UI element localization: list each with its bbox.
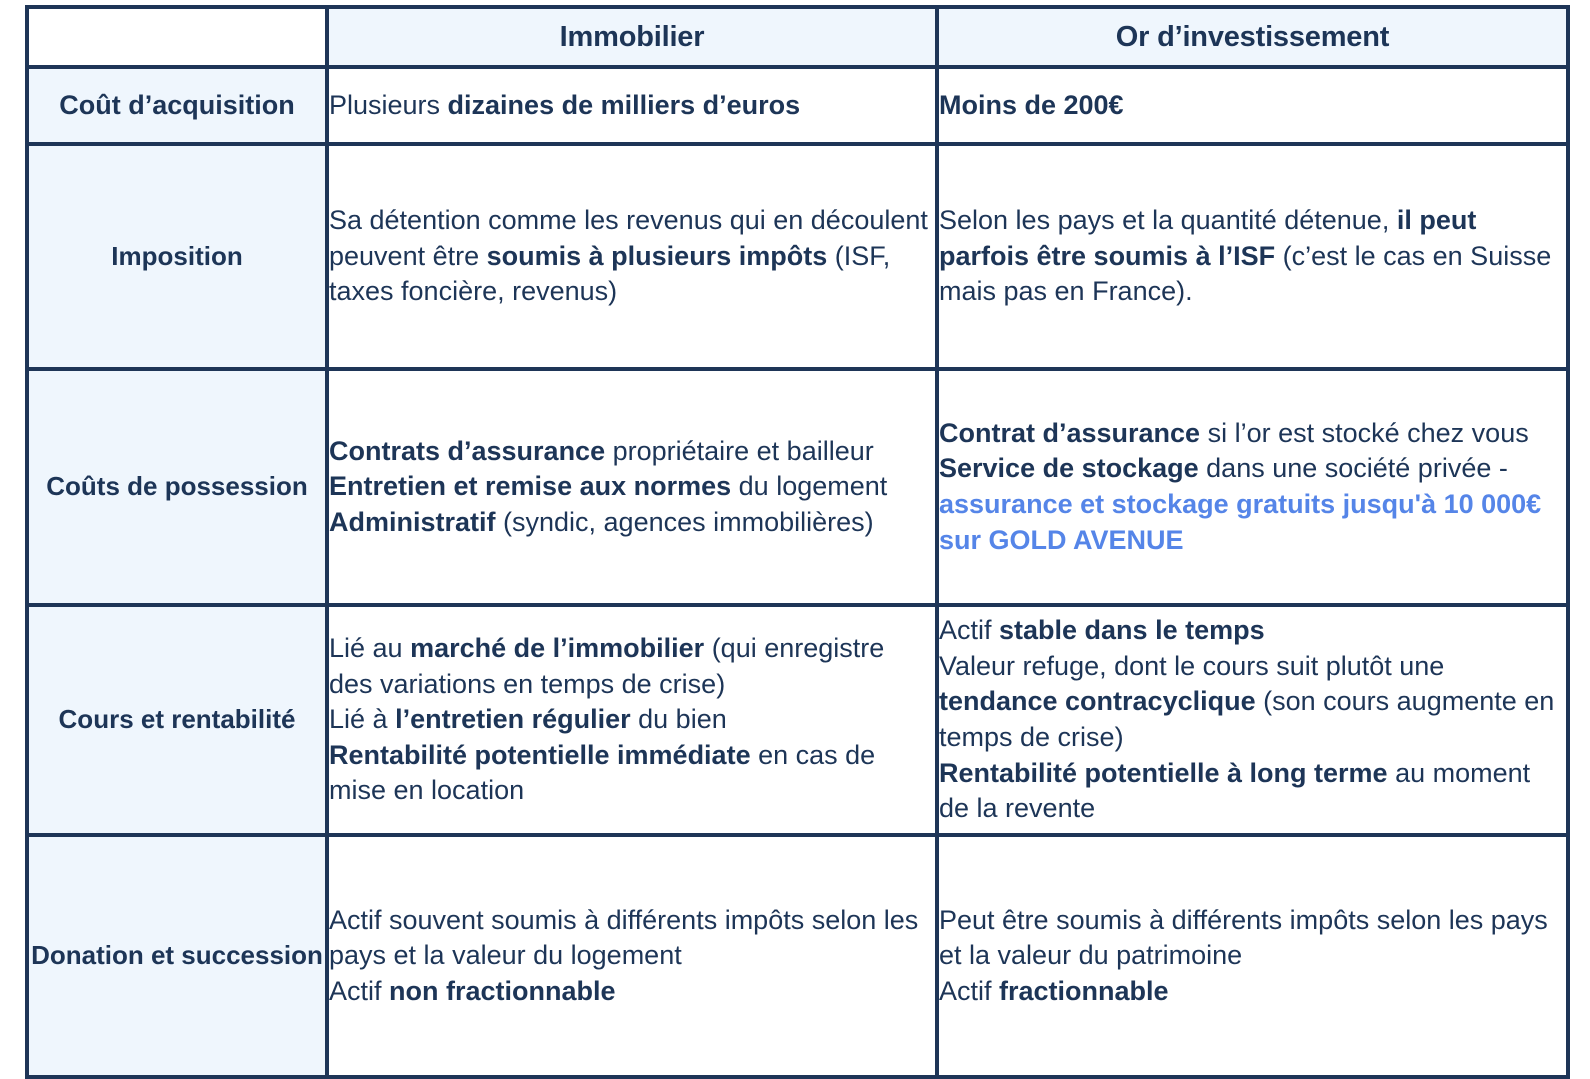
cell-line [329, 434, 935, 470]
text-run: Peut être soumis à différents impôts selon les pays et la valeur du patrimoine [939, 904, 1548, 971]
cell-line [329, 88, 935, 124]
text-run: dans une société privée - [1198, 453, 1508, 484]
row-label-couts-possession: Coûts de possession [27, 369, 327, 605]
text-run: du logement [731, 471, 888, 502]
cell-line [329, 203, 935, 310]
text-run: (c’est le cas en Suisse mais pas en France). [939, 240, 1552, 307]
cell-donation-immobilier [327, 835, 937, 1077]
cell-line [329, 903, 935, 974]
cell-cours-immobilier [327, 605, 937, 835]
text-run: stable dans le temps [999, 615, 1265, 646]
row-label-imposition: Imposition [27, 144, 327, 369]
column-header-or: Or d’investissement [937, 7, 1568, 67]
text-run: Contrats d’assurance [329, 435, 606, 466]
text-run: du bien [630, 704, 727, 735]
text-run: (ISF, taxes foncière, revenus) [329, 240, 891, 307]
text-run: Moins de 200€ [939, 89, 1124, 120]
cell-line [329, 738, 935, 809]
text-run: l’entretien régulier [395, 704, 631, 735]
highlighted-text: assurance et stockage gratuits jusqu'à 10 000€ sur GOLD AVENUE [939, 489, 1542, 555]
cell-line [939, 451, 1566, 558]
cell-line [329, 469, 935, 505]
text-run: Plusieurs [329, 89, 448, 120]
text-run: au moment de la revente [939, 757, 1531, 824]
cell-line [939, 756, 1566, 827]
text-run: il peut parfois être soumis à l’ISF [939, 205, 1477, 271]
text-run: en cas de mise en location [329, 739, 876, 806]
text-run: Contrat d’assurance [939, 417, 1201, 448]
cell-line [939, 88, 1566, 124]
text-run: Selon les pays et la quantité détenue, [939, 205, 1397, 236]
row-label-donation-succession: Donation et succession [27, 835, 327, 1077]
cell-line [939, 416, 1566, 452]
cell-line [329, 702, 935, 738]
header-row [27, 7, 1568, 67]
cell-line [939, 203, 1566, 310]
table-header [27, 7, 1568, 67]
row-label-cours-rentabilite: Cours et rentabilité [27, 605, 327, 835]
cell-imposition-immobilier [327, 144, 937, 369]
text-run: (qui enregistre des variations en temps de crise) [329, 632, 885, 699]
cell-couts-or [937, 369, 1568, 605]
text-run: propriétaire et bailleur [605, 435, 874, 466]
text-run: tendance contracyclique [939, 686, 1256, 717]
text-run: Rentabilité potentielle immédiate [329, 739, 751, 770]
table-row [27, 605, 1568, 835]
text-run: Entretien et remise aux normes [329, 471, 732, 502]
text-run: Valeur refuge, dont le cours suit plutôt une [939, 650, 1445, 681]
cell-cours-or [937, 605, 1568, 835]
text-run: Lié à [329, 704, 396, 735]
text-run: Rentabilité potentielle à long terme [939, 757, 1388, 788]
text-run: (son cours augmente en temps de crise) [939, 686, 1555, 752]
cell-line [939, 649, 1566, 756]
cell-line [329, 505, 935, 541]
text-run: Administratif [329, 506, 496, 537]
comparison-table [25, 5, 1570, 1079]
text-run: si l’or est stocké chez vous [1200, 417, 1529, 448]
cell-line [329, 631, 935, 702]
column-header-immobilier: Immobilier [327, 7, 937, 67]
table-row [27, 144, 1568, 369]
cell-line [329, 974, 935, 1010]
cell-couts-immobilier [327, 369, 937, 605]
cell-cout-immobilier [327, 67, 937, 144]
corner-cell [27, 7, 327, 67]
table-row [27, 369, 1568, 605]
row-label-cout-acquisition: Coût d’acquisition [27, 67, 327, 144]
cell-cout-or [937, 67, 1568, 144]
text-run: Actif souvent soumis à différents impôts selon les pays et la valeur du logement [329, 904, 919, 971]
text-run: Actif [329, 975, 390, 1006]
text-run: Lié au [329, 632, 411, 663]
cell-line [939, 613, 1566, 649]
cell-line [939, 974, 1566, 1010]
text-run: Sa détention comme les revenus qui en découlent peuvent être [329, 205, 928, 271]
text-run: Actif [939, 975, 1000, 1006]
text-run: Service de stockage [939, 453, 1199, 484]
text-run: Actif [939, 615, 1000, 646]
text-run: dizaines de milliers d’euros [447, 89, 801, 120]
text-run: non fractionnable [389, 975, 616, 1006]
text-run: fractionnable [999, 975, 1169, 1006]
table-row [27, 67, 1568, 144]
table-body [27, 67, 1568, 1077]
table-row [27, 835, 1568, 1077]
text-run: marché de l’immobilier [410, 632, 705, 663]
text-run: (syndic, agences immobilières) [495, 506, 874, 537]
cell-donation-or [937, 835, 1568, 1077]
text-run: soumis à plusieurs impôts [486, 240, 828, 271]
cell-imposition-or [937, 144, 1568, 369]
cell-line [939, 903, 1566, 974]
